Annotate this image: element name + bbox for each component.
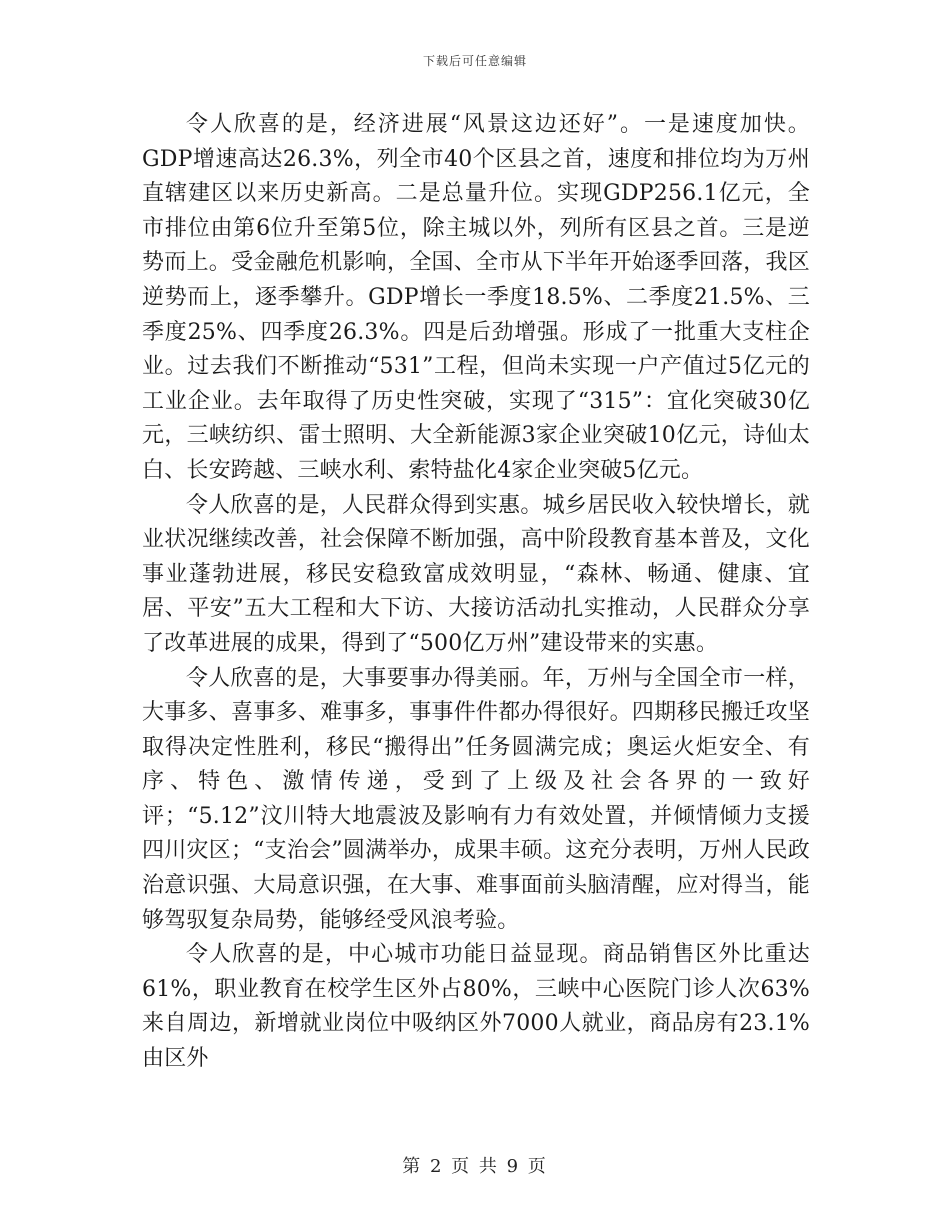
paragraph-economy: 令人欣喜的是，经济进展“风景这边还好”。一是速度加快。GDP增速高达26.3%，列全市40个区县之首，速度和排位均为万州直辖建区以来历史新高。二是总量升位。实现GDP256.1亿元，全市排位由第6位升至第5位，除主城以外，列所有区县之首。三是逆势而上。受金融危机影响，全国、全市从下半年开始逐季回落，我区逆势而上，逐季攀升。GDP增长一季度18.5%、二季度21.5%、三季度25%、四季度26.3%。四是后劲增强。形成了一批重大支柱企业。过去我们不断推动“531”工程，但尚未实现一户产值过5亿元的工业企业。去年取得了历史性突破，实现了“315”：宜化突破30亿元，三峡纺织、雷士照明、大全新能源3家企业突破10亿元，诗仙太白、长安跨越、三峡水利、索特盐化4家企业突破5亿元。: [142, 112, 810, 483]
paragraph-major-events: 令人欣喜的是，大事要事办得美丽。年，万州与全国全市一样，大事多、喜事多、难事多，事事件件都办得很好。四期移民搬迁攻坚取得决定性胜利，移民“搬得出”任务圆满完成；奥运火炬安全、有序、特色、激情传递，受到了上级及社会各界的一致好评；“5.12”汶川特大地震波及影响有力有效处置，并倾情倾力支援四川灾区；“支治会”圆满举办，成果丰硕。这充分表明，万州人民政治意识强、大局意识强，在大事、难事面前头脑清醒，应对得当，能够驾驭复杂局势，能够经受风浪考验。: [142, 665, 810, 933]
page-footer: 第 2 页 共 9 页: [402, 1156, 548, 1177]
paragraph-city-function: 令人欣喜的是，中心城市功能日益显现。商品销售区外比重达61%，职业教育在校学生区外占80%，三峡中心医院门诊人次63%来自周边，新增就业岗位中吸纳区外7000人就业，商品房有23.1%由区外: [142, 942, 810, 1072]
page-header: 下载后可任意编辑: [422, 54, 527, 68]
document-body: [142, 108, 810, 1077]
paragraph-people-benefits: 令人欣喜的是，人民群众得到实惠。城乡居民收入较快增长，就业状况继续改善，社会保障不断加强，高中阶段教育基本普及，文化事业蓬勃进展，移民安稳致富成效明显，“森林、畅通、健康、宜居、平安”五大工程和大下访、大接访活动扎实推动，人民群众分享了改革进展的成果，得到了“500亿万州”建设带来的实惠。: [142, 492, 810, 656]
